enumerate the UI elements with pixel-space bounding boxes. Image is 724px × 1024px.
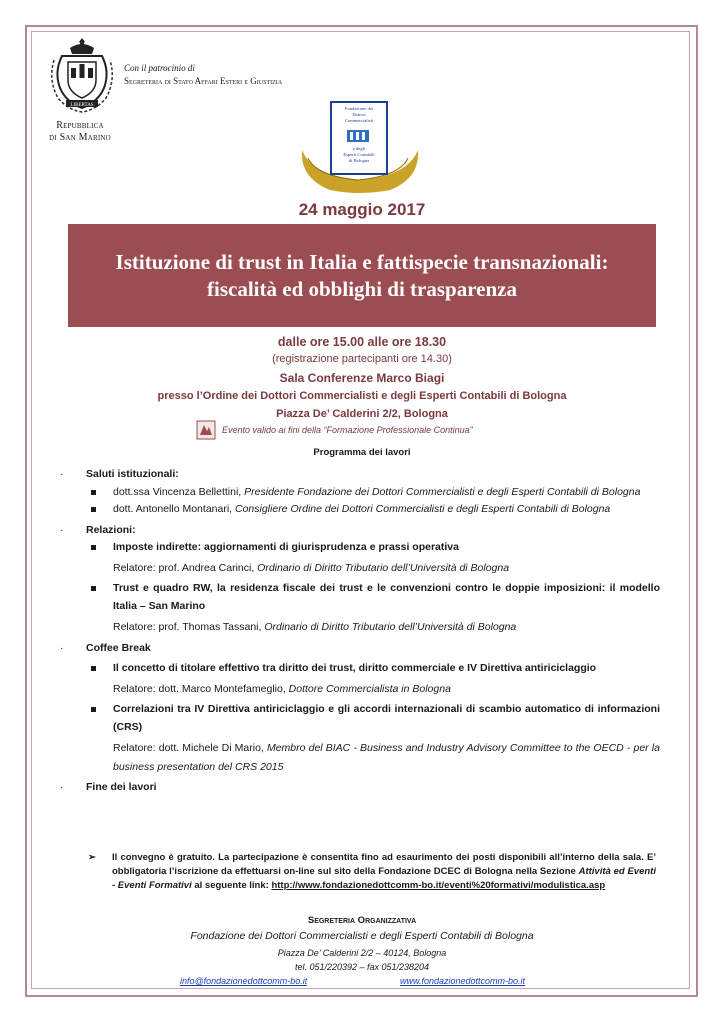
- programme-title: Programma dei lavori: [313, 447, 411, 458]
- fpc-text: Evento valido ai fini della “Formazione Professionale Continua”: [222, 425, 473, 435]
- speaker-role: Consigliere Ordine dei Dottori Commercialisti e degli Esperti Contabili di Bologna: [235, 503, 611, 515]
- section-label: Coffee Break: [86, 641, 151, 654]
- section-label: Fine dei lavori: [86, 781, 157, 793]
- list-item: [60, 539, 660, 557]
- speaker-role: Ordinario di Diritto Tributario dell’Università di Bologna: [257, 561, 510, 574]
- fdc-line2: Dottori: [352, 112, 366, 117]
- fpc-note: [196, 420, 716, 440]
- footer-phone: tel. 051/220392 – fax 051/238204: [294, 962, 430, 972]
- speaker-role: Dottore Commercialista in Bologna: [288, 682, 451, 695]
- programme-section: · Saluti istituzionali:: [60, 468, 179, 480]
- list-item: [60, 484, 660, 502]
- republic-name: [30, 120, 130, 144]
- patronage-entity: Segreteria di Stato Affari Esteri e Giustizia: [124, 76, 283, 86]
- speaker-name: dott.ssa Vincenza Bellettini,: [113, 485, 245, 498]
- footer-org: Fondazione dei Dottori Commercialisti e degli Esperti Contabili di Bologna: [190, 930, 534, 942]
- event-address: Piazza De’ Calderini 2/2, Bologna: [276, 408, 448, 420]
- registration-link[interactable]: http://www.fondazionedottcomm-bo.it/eventi%20formativi/modulistica.asp: [271, 880, 606, 891]
- speaker-name: Relatore: prof. Andrea Carinci,: [113, 561, 258, 574]
- event-date: 24 maggio 2017: [298, 200, 426, 219]
- email-link[interactable]: info@fondazionedottcomm-bo.it: [180, 976, 308, 986]
- speaker-role: Membro del BIAC - Business and Industry Advisory Committee to the OECD - per la business presentation del CRS 2015: [113, 742, 660, 773]
- speaker-name: Relatore: dott. Marco Montefameglio,: [113, 682, 289, 695]
- san-marino-coat-of-arms-logo: [46, 36, 118, 114]
- topic: Imposte indirette: aggiornamenti di giurisprudenza e prassi operativa: [113, 541, 459, 553]
- topic: Trust e quadro RW, la residenza fiscale dei trust e le convenzioni contro le doppie imposizioni: il modello Italia – San Marino: [113, 582, 660, 612]
- footer-title: Segreteria Organizzativa: [307, 915, 417, 926]
- event-title: Istituzione di trust in Italia e fattispecie transnazionali: fiscalità ed obblighi di trasparenza: [115, 249, 609, 301]
- fpc-logo-icon: [196, 420, 216, 440]
- republic-line1: Repubblica: [56, 120, 104, 131]
- fdc-line4: e degli: [352, 146, 366, 151]
- topic: Correlazioni tra IV Direttiva antiriciclaggio e gli accordi internazionali di scambio automatico di informazioni (CRS): [113, 703, 660, 733]
- note-text-1: Il convegno è gratuito. La partecipazione è consentita fino ad esaurimento dei posti disponibili all’interno della sala. E’ obbligatoria l’iscrizione da effettuarsi on-line sul sito della Fondazione DCEC di Bologna nella Sezione: [112, 852, 656, 877]
- republic-line2: di San Marino: [49, 132, 111, 143]
- speaker-role: Presidente Fondazione dei Dottori Commercialisti e degli Esperti Contabili di Bologna: [244, 485, 641, 498]
- speaker-name: dott. Antonello Montanari,: [113, 503, 235, 515]
- list-item: [60, 580, 660, 615]
- note-section: Attività ed Eventi - Eventi Formativi: [112, 866, 656, 891]
- speaker-name: Relatore: prof. Thomas Tassani,: [113, 621, 265, 633]
- speaker-role: Ordinario di Diritto Tributario dell’Università di Bologna: [264, 621, 517, 633]
- list-item: [60, 501, 660, 519]
- fdc-line1: Fondazione dei: [344, 106, 374, 111]
- patronage: [124, 62, 282, 88]
- motto-text: LIBERTAS: [70, 103, 94, 108]
- list-item: [60, 660, 660, 678]
- website-link[interactable]: www.fondazionedottcomm-bo.it: [400, 976, 526, 986]
- arrow-bullet-icon: ➢: [88, 852, 96, 863]
- footer-address: Piazza De’ Calderini 2/2 – 40124, Bologna: [277, 948, 447, 958]
- fdc-line3: Commercialisti: [344, 118, 374, 123]
- event-time: dalle ore 15.00 alle ore 18.30: [277, 335, 447, 349]
- section-label: Relazioni:: [86, 523, 136, 536]
- fdc-line5: Esperti Contabili: [343, 152, 375, 157]
- event-room: Sala Conferenze Marco Biagi: [279, 371, 445, 385]
- patronage-intro: Con il patrocinio di: [124, 63, 195, 73]
- title-banner: [68, 224, 656, 327]
- fondazione-logo: [298, 98, 420, 194]
- speaker-name: Relatore: dott. Michele Di Mario,: [113, 742, 267, 754]
- fdc-line6: di Bologna: [348, 158, 370, 163]
- registration-note: [88, 851, 656, 893]
- event-host: presso l’Ordine dei Dottori Commercialisti e degli Esperti Contabili di Bologna: [157, 390, 567, 402]
- registration-time: (registrazione partecipanti ore 14.30): [272, 353, 452, 365]
- list-item: [60, 701, 660, 736]
- speaker-line: [60, 560, 660, 578]
- speaker-line: [60, 739, 660, 777]
- programme-list: [60, 466, 660, 797]
- footer-links: [180, 976, 580, 986]
- note-text-2: al seguente link:: [191, 880, 272, 891]
- programme-section: · Relazioni:: [60, 523, 136, 536]
- topic: Il concetto di titolare effettivo tra diritto dei trust, diritto commerciale e IV Direttiva antiriciclaggio: [113, 662, 597, 674]
- programme-section: · Fine dei lavori: [60, 781, 157, 793]
- speaker-line: [60, 681, 660, 699]
- speaker-line: [60, 619, 660, 637]
- programme-section: · Coffee Break: [60, 641, 151, 654]
- section-label: Saluti istituzionali:: [86, 468, 179, 480]
